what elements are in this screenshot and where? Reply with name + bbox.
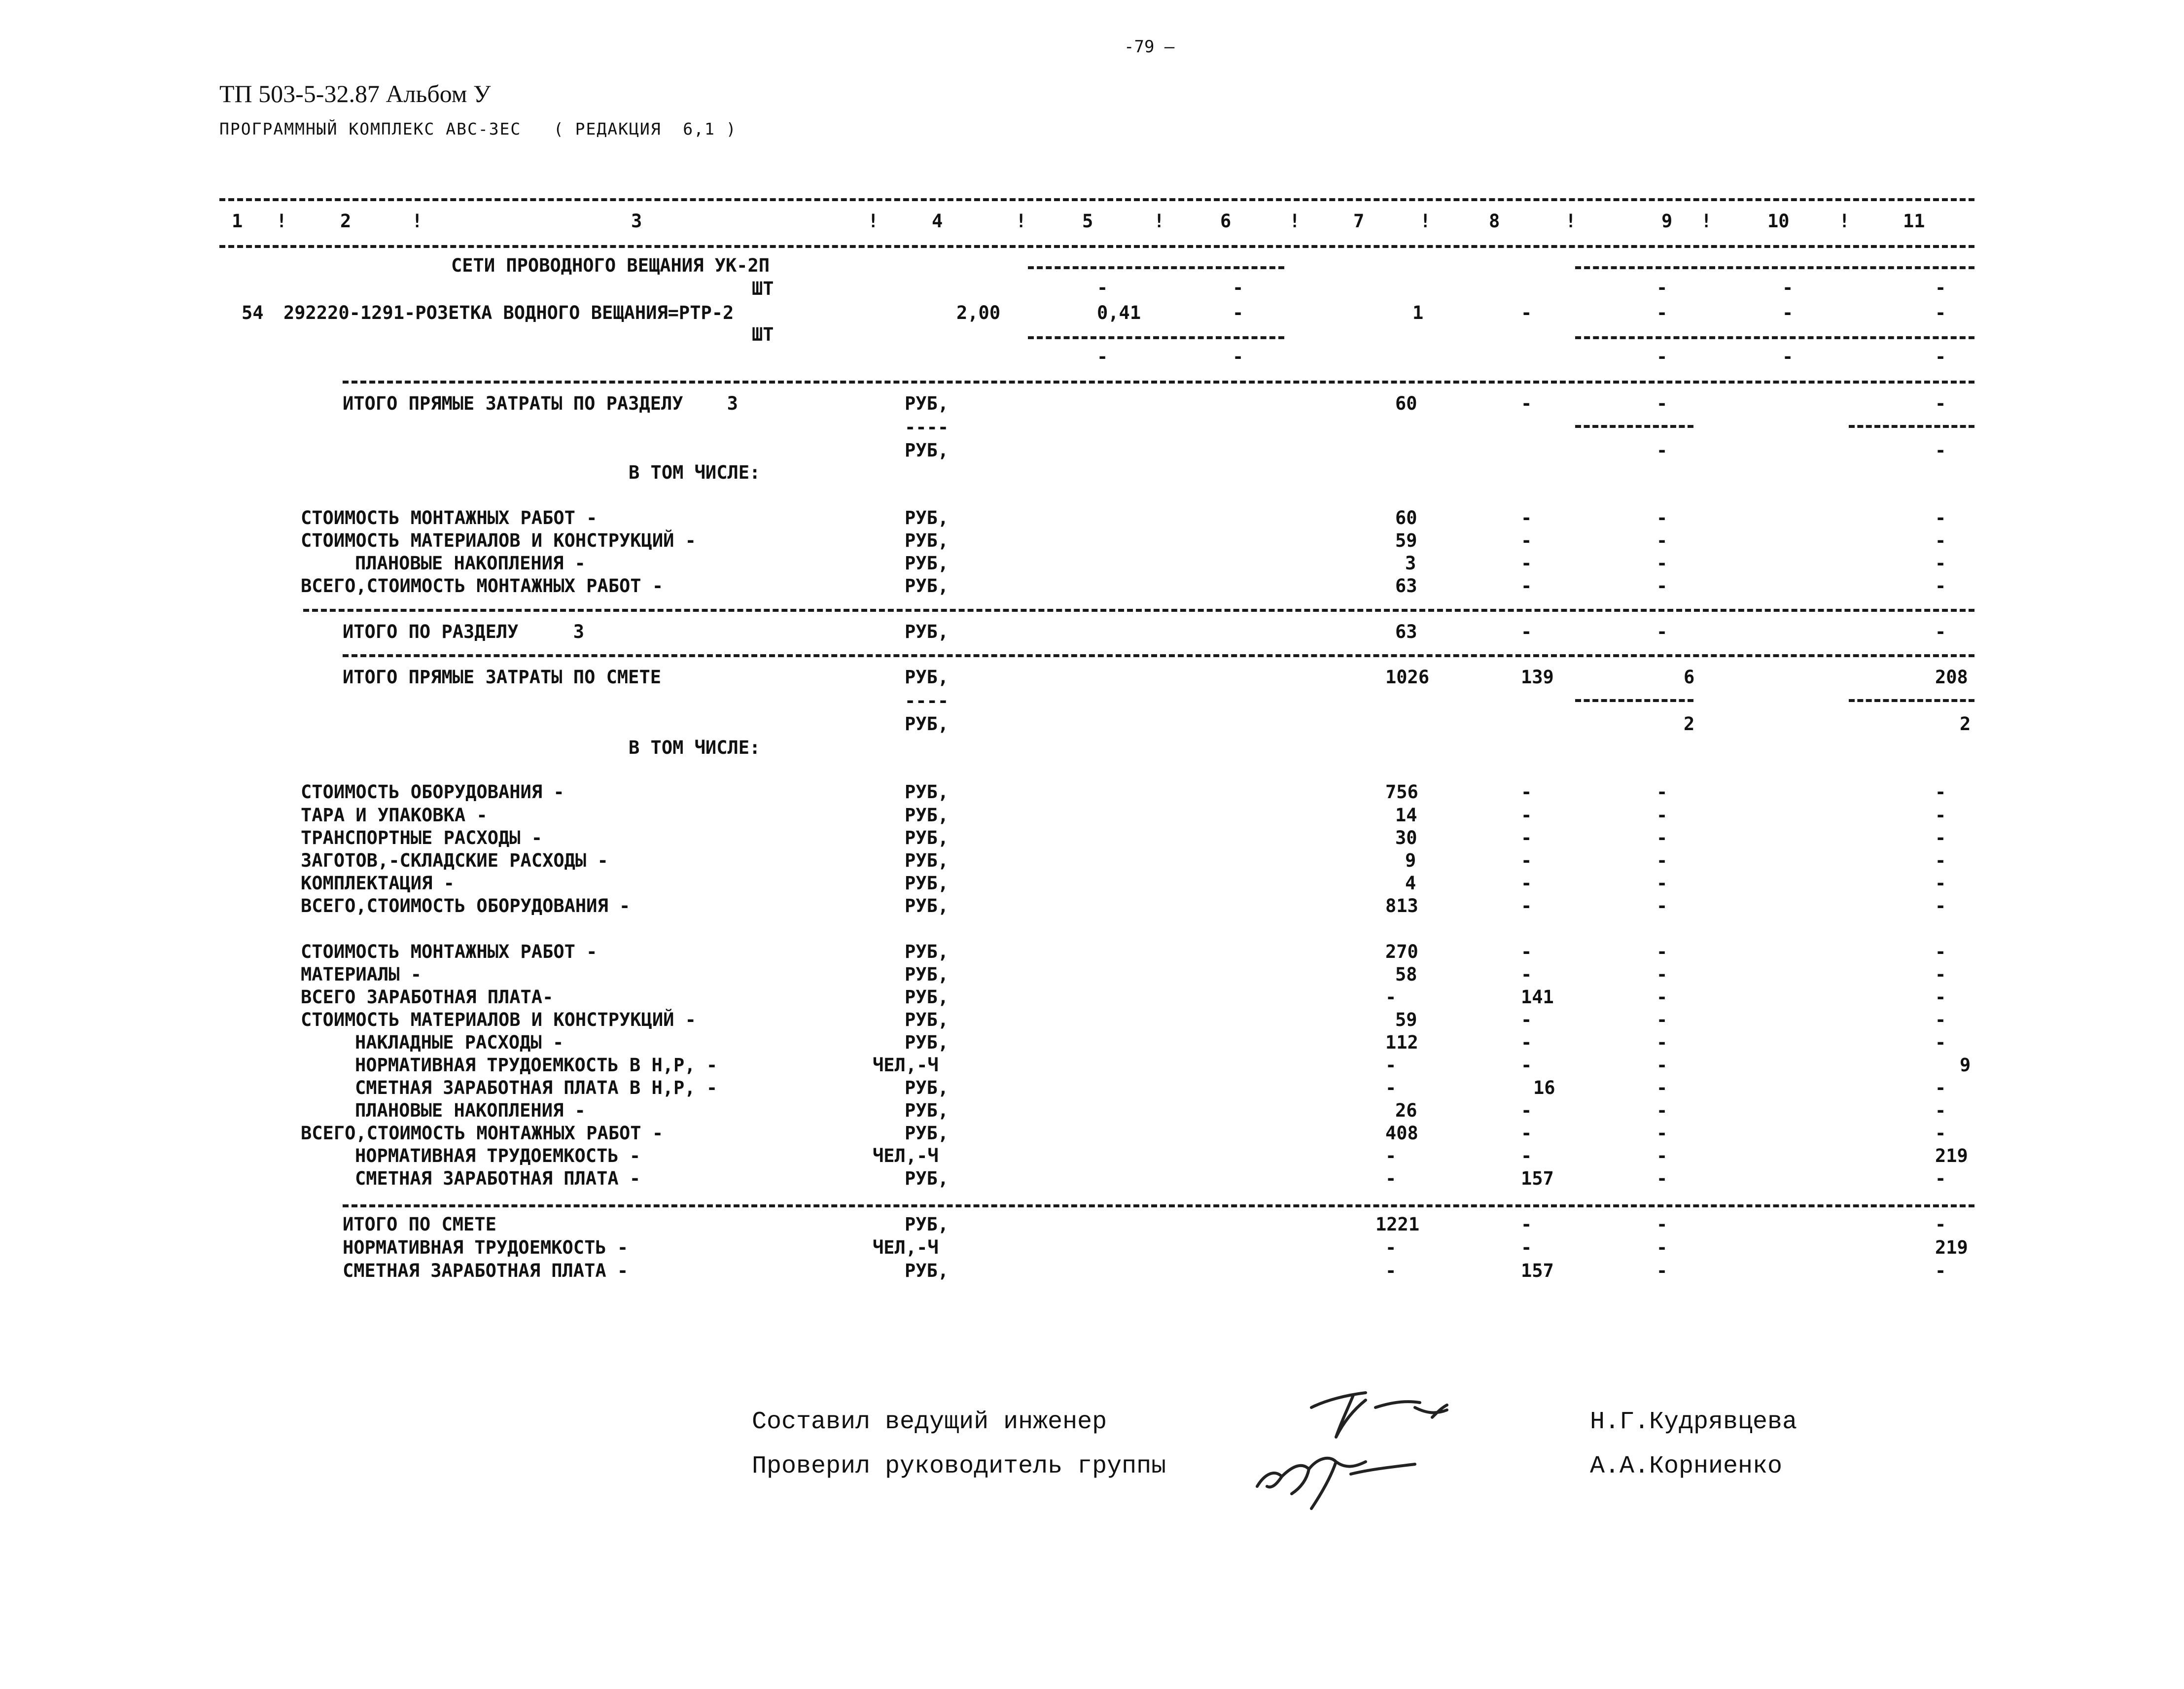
column-separator: ! — [1701, 211, 1712, 232]
dash-mark: - — [1935, 346, 1946, 367]
signature-1 — [1306, 1380, 1454, 1444]
table-cell: 58 — [1395, 964, 1417, 985]
table-cell: - — [1656, 1009, 1668, 1030]
table-cell: 141 — [1521, 986, 1554, 1008]
table-cell: - — [1521, 1123, 1532, 1144]
column-header: 11 — [1903, 211, 1925, 232]
table-cell: - — [1385, 986, 1397, 1008]
table-cell: - — [1656, 1168, 1668, 1189]
table-cell: - — [1521, 1145, 1532, 1166]
table-cell: - — [1935, 530, 1946, 551]
table-cell: ТРАНСПОРТНЫЕ РАСХОДЫ - — [301, 827, 543, 848]
table-cell: 2,00 — [956, 302, 1001, 323]
column-header: 5 — [1082, 211, 1093, 232]
table-cell: СМЕТНАЯ ЗАРАБОТНАЯ ПЛАТА - — [355, 1168, 641, 1189]
column-header: 6 — [1220, 211, 1232, 232]
signature-2 — [1252, 1440, 1420, 1513]
section-rule — [343, 1204, 1974, 1207]
table-cell: 3 — [1405, 553, 1416, 574]
table-cell: 26 — [1395, 1100, 1417, 1121]
table-cell: - — [1656, 1055, 1668, 1076]
section-rule — [343, 654, 1974, 657]
sub-rule — [1575, 699, 1693, 702]
table-cell: - — [1935, 895, 1946, 916]
column-separator: ! — [1839, 211, 1850, 232]
table-cell: - — [1656, 1032, 1668, 1053]
table-cell: НОРМАТИВНАЯ ТРУДОЕМКОСТЬ - — [343, 1237, 629, 1258]
table-cell: РУБ, — [905, 1100, 949, 1121]
table-cell: - — [1935, 805, 1946, 826]
column-header: 7 — [1353, 211, 1365, 232]
table-cell: - — [1656, 986, 1668, 1008]
checked-by-name: А.А.Корниенко — [1590, 1452, 1783, 1480]
table-cell: - — [1656, 1145, 1668, 1166]
table-cell: ПЛАНОВЫЕ НАКОПЛЕНИЯ - — [355, 553, 586, 574]
table-cell: РУБ, — [905, 941, 949, 962]
table-cell: ЗАГОТОВ,-СКЛАДСКИЕ РАСХОДЫ - — [301, 850, 608, 871]
table-cell: РУБ, — [905, 1123, 949, 1144]
table-cell: 63 — [1395, 621, 1417, 642]
table-cell: - — [1935, 827, 1946, 848]
table-cell: 60 — [1395, 507, 1417, 528]
table-cell: - — [1935, 873, 1946, 894]
table-cell: ИТОГО ПО СМЕТЕ — [343, 1214, 496, 1235]
table-cell: - — [1656, 850, 1668, 871]
table-cell: 1221 — [1375, 1214, 1420, 1235]
table-cell: РУБ, — [905, 667, 949, 688]
column-header: 8 — [1489, 211, 1500, 232]
table-cell: - — [1935, 1100, 1946, 1121]
sub-rule — [1575, 425, 1693, 428]
table-cell: СЕТИ ПРОВОДНОГО ВЕЩАНИЯ УК-2П — [451, 255, 770, 276]
table-cell: 1026 — [1385, 667, 1430, 688]
table-cell: ИТОГО ПРЯМЫЕ ЗАТРАТЫ ПО СМЕТЕ — [343, 667, 662, 688]
table-cell: РУБ, — [905, 873, 949, 894]
table-cell: - — [1656, 553, 1668, 574]
page-number: -79 – — [1124, 37, 1175, 57]
column-header: 2 — [340, 211, 352, 232]
table-cell: СТОИМОСТЬ МОНТАЖНЫХ РАБОТ - — [301, 941, 598, 962]
table-cell: - — [1656, 873, 1668, 894]
table-cell: 1 — [1412, 302, 1424, 323]
table-cell: РУБ, — [905, 1077, 949, 1098]
table-cell: - — [1782, 302, 1794, 323]
table-cell: - — [1521, 1055, 1532, 1076]
table-cell: - — [1656, 805, 1668, 826]
table-cell: - — [1385, 1260, 1397, 1281]
column-header: 9 — [1661, 211, 1673, 232]
table-cell: ВСЕГО,СТОИМОСТЬ ОБОРУДОВАНИЯ - — [301, 895, 631, 916]
table-cell: ВСЕГО,СТОИМОСТЬ МОНТАЖНЫХ РАБОТ - — [301, 1123, 664, 1144]
table-cell: РУБ, — [905, 507, 949, 528]
column-separator: ! — [868, 211, 879, 232]
dash-mark: - — [1233, 346, 1244, 367]
table-cell: РУБ, — [905, 850, 949, 871]
table-cell: ПЛАНОВЫЕ НАКОПЛЕНИЯ - — [355, 1100, 586, 1121]
table-cell: - — [1656, 827, 1668, 848]
dash-mark: - — [1097, 277, 1108, 298]
sub-rule — [1575, 266, 1974, 269]
table-cell: - — [1385, 1145, 1397, 1166]
table-cell: - — [1935, 393, 1946, 414]
table-cell: - — [1521, 393, 1532, 414]
table-cell: - — [1521, 553, 1532, 574]
table-cell: 9 — [1405, 850, 1416, 871]
table-cell: - — [1656, 1214, 1668, 1235]
table-cell: 112 — [1385, 1032, 1418, 1053]
table-cell: РУБ, — [905, 805, 949, 826]
table-cell: СМЕТНАЯ ЗАРАБОТНАЯ ПЛАТА В Н,Р, - — [355, 1077, 718, 1098]
table-cell: - — [1935, 440, 1946, 461]
table-cell: РУБ, — [905, 621, 949, 642]
table-cell: 59 — [1395, 530, 1417, 551]
section-rule — [343, 381, 1974, 384]
table-cell: 139 — [1521, 667, 1554, 688]
table-cell: - — [1656, 530, 1668, 551]
table-cell: РУБ, — [905, 530, 949, 551]
column-separator: ! — [1016, 211, 1027, 232]
table-cell: 63 — [1395, 575, 1417, 597]
table-cell: 756 — [1385, 781, 1418, 803]
table-cell: 2 — [1960, 713, 1971, 735]
table-cell: - — [1656, 440, 1668, 461]
table-cell: 6 — [1684, 667, 1695, 688]
table-cell: ШТ — [752, 278, 774, 299]
table-cell: - — [1521, 827, 1532, 848]
table-cell: - — [1521, 621, 1532, 642]
table-cell: - — [1935, 1168, 1946, 1189]
table-cell: - — [1656, 621, 1668, 642]
table-cell: ИТОГО ПРЯМЫЕ ЗАТРАТЫ ПО РАЗДЕЛУ 3 — [343, 393, 738, 414]
table-rule-header — [219, 245, 1974, 248]
table-cell: РУБ, — [905, 986, 949, 1008]
table-cell: 270 — [1385, 941, 1418, 962]
table-cell: - — [1521, 805, 1532, 826]
table-cell: - — [1935, 1214, 1946, 1235]
section-rule — [303, 609, 1974, 612]
table-cell: РУБ, — [905, 1214, 949, 1235]
column-header: 1 — [232, 211, 243, 232]
table-cell: РУБ, — [905, 781, 949, 803]
table-cell: РУБ, — [905, 1009, 949, 1030]
table-cell: 208 — [1935, 667, 1968, 688]
table-cell: 813 — [1385, 895, 1418, 916]
sub-rule — [1849, 425, 1974, 428]
column-header: 3 — [631, 211, 642, 232]
table-cell: СТОИМОСТЬ МАТЕРИАЛОВ И КОНСТРУКЦИЙ - — [301, 530, 696, 551]
dash-mark: - — [1935, 277, 1946, 298]
table-cell: - — [1521, 895, 1532, 916]
table-cell: ЧЕЛ,-Ч — [873, 1145, 939, 1166]
dash-mark: - — [1656, 346, 1668, 367]
table-cell: РУБ, — [905, 440, 949, 461]
table-cell: 54 — [242, 302, 264, 323]
table-cell: НАКЛАДНЫЕ РАСХОДЫ - — [355, 1032, 564, 1053]
table-cell: 2 — [1684, 713, 1695, 735]
table-cell: - — [1935, 1077, 1946, 1098]
table-cell: ВСЕГО,СТОИМОСТЬ МОНТАЖНЫХ РАБОТ - — [301, 575, 664, 597]
table-cell: 157 — [1521, 1260, 1554, 1281]
table-cell: ВСЕГО ЗАРАБОТНАЯ ПЛАТА- — [301, 986, 554, 1008]
sub-rule — [1028, 336, 1284, 339]
doc-subtitle: ПРОГРАММНЫЙ КОМПЛЕКС АВС-3ЕС ( РЕДАКЦИЯ 6,1 ) — [219, 119, 737, 139]
dash-mark: - — [1782, 277, 1794, 298]
sub-rule — [1575, 336, 1974, 339]
table-cell: 292220-1291-РОЗЕТКА ВОДНОГО ВЕЩАНИЯ=РТР-2 — [283, 302, 734, 323]
table-cell: - — [1521, 1214, 1532, 1235]
column-separator: ! — [1565, 211, 1577, 232]
table-cell: - — [1521, 873, 1532, 894]
compiled-by-label: Составил ведущий инженер — [752, 1408, 1107, 1436]
column-separator: ! — [1420, 211, 1431, 232]
table-cell: - — [1521, 507, 1532, 528]
table-cell: - — [1935, 964, 1946, 985]
table-cell: - — [1656, 1260, 1668, 1281]
table-cell: ЧЕЛ,-Ч — [873, 1237, 939, 1258]
table-cell: - — [1521, 1237, 1532, 1258]
table-cell: 9 — [1960, 1055, 1971, 1076]
table-cell: - — [1656, 964, 1668, 985]
table-cell: МАТЕРИАЛЫ - — [301, 964, 422, 985]
table-cell: ЧЕЛ,-Ч — [873, 1055, 939, 1076]
table-cell: 408 — [1385, 1123, 1418, 1144]
table-cell: РУБ, — [905, 553, 949, 574]
table-cell: - — [1656, 507, 1668, 528]
checked-by-label: Проверил руководитель группы — [752, 1452, 1166, 1480]
dash-mark: - — [1097, 346, 1108, 367]
table-cell: - — [1656, 1237, 1668, 1258]
table-cell: - — [1521, 850, 1532, 871]
table-cell: - — [1521, 530, 1532, 551]
table-cell: - — [1233, 302, 1244, 323]
table-cell: - — [1656, 1077, 1668, 1098]
column-separator: ! — [412, 211, 423, 232]
table-cell: 219 — [1935, 1145, 1968, 1166]
column-separator: ! — [276, 211, 287, 232]
table-cell: РУБ, — [905, 713, 949, 735]
table-cell: РУБ, — [905, 1168, 949, 1189]
sub-rule — [1849, 699, 1974, 702]
column-header: 4 — [932, 211, 943, 232]
table-cell: 59 — [1395, 1009, 1417, 1030]
table-cell: 219 — [1935, 1237, 1968, 1258]
table-cell: - — [1521, 781, 1532, 803]
table-cell: - — [1935, 507, 1946, 528]
table-cell: 60 — [1395, 393, 1417, 414]
table-cell: - — [1935, 781, 1946, 803]
column-separator: ! — [1289, 211, 1301, 232]
table-cell: 14 — [1395, 805, 1417, 826]
table-cell: - — [1521, 1100, 1532, 1121]
column-separator: ! — [1154, 211, 1165, 232]
table-cell: - — [1385, 1055, 1397, 1076]
table-cell: - — [1521, 964, 1532, 985]
table-cell: - — [1521, 1032, 1532, 1053]
table-cell: В ТОМ ЧИСЛЕ: — [629, 462, 761, 483]
table-cell: РУБ, — [905, 827, 949, 848]
table-cell: НОРМАТИВНАЯ ТРУДОЕМКОСТЬ В Н,Р, - — [355, 1055, 718, 1076]
sub-rule — [1028, 266, 1284, 269]
column-header: 10 — [1767, 211, 1790, 232]
table-cell: РУБ, — [905, 1032, 949, 1053]
table-cell: - — [1656, 393, 1668, 414]
table-cell: - — [1385, 1077, 1397, 1098]
table-cell: НОРМАТИВНАЯ ТРУДОЕМКОСТЬ - — [355, 1145, 641, 1166]
table-cell: - — [1656, 941, 1668, 962]
table-cell: РУБ, — [905, 393, 949, 414]
table-cell: СТОИМОСТЬ ОБОРУДОВАНИЯ - — [301, 781, 564, 803]
table-cell: ---- — [905, 690, 949, 711]
table-cell: - — [1935, 621, 1946, 642]
compiled-by-name: Н.Г.Кудрявцева — [1590, 1408, 1797, 1436]
dash-mark: - — [1656, 277, 1668, 298]
table-cell: - — [1935, 302, 1946, 323]
table-cell: - — [1656, 1100, 1668, 1121]
table-rule-top — [219, 198, 1974, 201]
table-cell: - — [1935, 1123, 1946, 1144]
table-cell: РУБ, — [905, 575, 949, 597]
table-cell: - — [1656, 781, 1668, 803]
dash-mark: - — [1233, 277, 1244, 298]
table-cell: В ТОМ ЧИСЛЕ: — [629, 737, 761, 758]
table-cell: - — [1935, 941, 1946, 962]
table-cell: - — [1935, 1032, 1946, 1053]
table-cell: - — [1521, 302, 1532, 323]
table-cell: - — [1521, 941, 1532, 962]
table-cell: СМЕТНАЯ ЗАРАБОТНАЯ ПЛАТА - — [343, 1260, 629, 1281]
table-cell: - — [1935, 575, 1946, 597]
table-cell: 0,41 — [1097, 302, 1141, 323]
table-cell: - — [1656, 575, 1668, 597]
table-cell: 4 — [1405, 873, 1416, 894]
table-cell: - — [1385, 1237, 1397, 1258]
table-cell: СТОИМОСТЬ МОНТАЖНЫХ РАБОТ - — [301, 507, 598, 528]
table-cell: - — [1935, 1260, 1946, 1281]
table-cell: КОМПЛЕКТАЦИЯ - — [301, 873, 455, 894]
table-cell: 30 — [1395, 827, 1417, 848]
table-cell: ИТОГО ПО РАЗДЕЛУ 3 — [343, 621, 585, 642]
table-cell: РУБ, — [905, 895, 949, 916]
table-cell: - — [1656, 895, 1668, 916]
table-cell: 16 — [1533, 1077, 1555, 1098]
doc-code: ТП 503-5-32.87 Альбом У — [219, 80, 491, 107]
table-cell: - — [1935, 986, 1946, 1008]
table-cell: - — [1385, 1168, 1397, 1189]
table-cell: ТАРА И УПАКОВКА - — [301, 805, 488, 826]
table-cell: РУБ, — [905, 964, 949, 985]
dash-mark: - — [1782, 346, 1794, 367]
table-cell: РУБ, — [905, 1260, 949, 1281]
table-cell: - — [1656, 302, 1668, 323]
table-cell: - — [1521, 1009, 1532, 1030]
table-cell: ---- — [905, 417, 949, 438]
table-cell: ШТ — [752, 324, 774, 345]
table-cell: - — [1656, 1123, 1668, 1144]
table-cell: - — [1935, 1009, 1946, 1030]
table-cell: 157 — [1521, 1168, 1554, 1189]
table-cell: - — [1521, 575, 1532, 597]
table-cell: - — [1935, 850, 1946, 871]
table-cell: - — [1935, 553, 1946, 574]
table-cell: СТОИМОСТЬ МАТЕРИАЛОВ И КОНСТРУКЦИЙ - — [301, 1009, 696, 1030]
